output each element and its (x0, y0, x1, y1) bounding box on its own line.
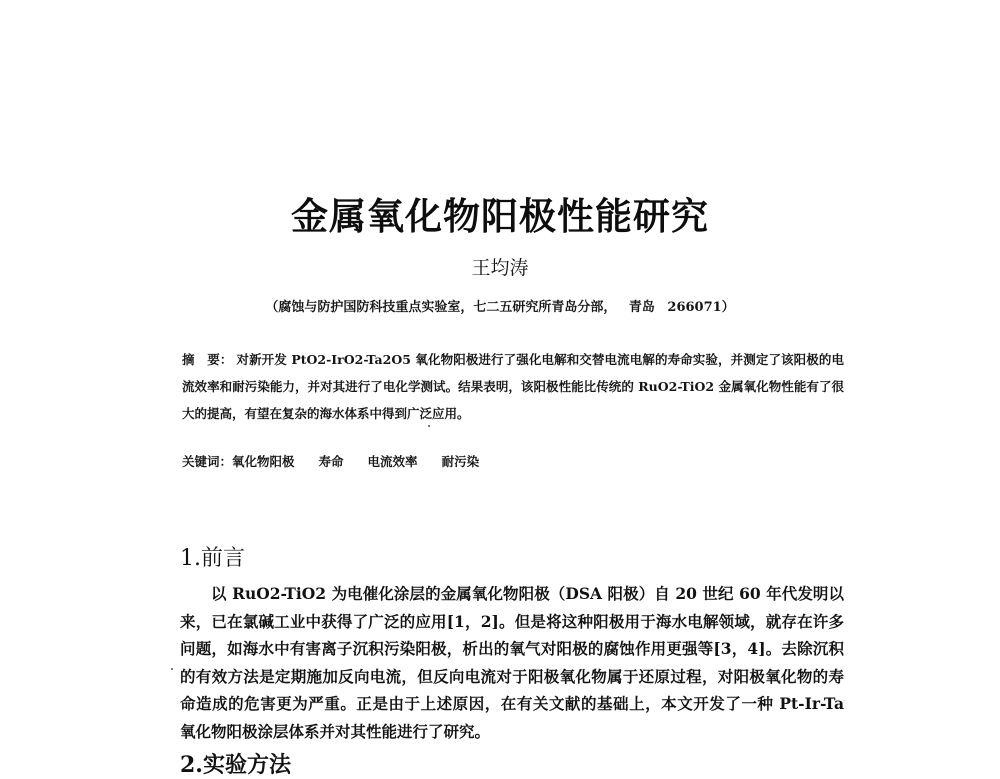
scan-speck (428, 425, 430, 427)
paper-author: 王均涛 (471, 257, 529, 279)
keyword-item: 氧化物阳极 (232, 454, 295, 469)
paper-title: 金属氧化物阳极性能研究 (291, 194, 709, 238)
paper-affiliation (0, 296, 1000, 315)
scan-speck (171, 668, 173, 670)
keywords-label: 关键词： (182, 454, 233, 469)
introduction-paragraph: 以 RuO2-TiO2 为电催化涂层的金属氧化物阳极（DSA 阳极）自 20 世纪 60 年代发明以来，已在氯碱工业中获得了广泛的应用[1，2]。但是将这种阳极用于海水电解领域，就存在许多问题，如海水中有害离子沉积污染阳极，析出的氧气对阳极的腐蚀作用更强等[3，4]。去除沉积的有效方法是定期施加反向电流，但反向电流对于阳极氧化物属于还原过程，对阳极氧化物的寿命造成的危害更为严重。正是由于上述原因，在有关文献的基础上，本文开发了一种 Pt-Ir-Ta 氧化物阳极涂层体系并对其性能进行了研究。 (180, 584, 844, 741)
keyword-item: 寿命 (318, 454, 344, 469)
keyword-item: 耐污染 (441, 454, 480, 469)
paper-abstract (182, 346, 844, 427)
affiliation-city: 青岛 (628, 300, 655, 315)
abstract-text: 对新开发 PtO2-IrO2-Ta2O5 氧化物阳极进行了强化电解和交替电流电解的寿命实验，并测定了该阳极的电流效率和耐污染能力，并对其进行了电化学测试。结果表明，该阳极性能比传统的 RuO2-TiO2 金属氧化物性能有了很大的提高，有望在复杂的海水体系中得到广泛应用。 (182, 352, 844, 421)
affiliation-postcode: 266071） (667, 300, 735, 315)
abstract-label: 摘 要： (182, 352, 233, 367)
section-heading-methods: 2.实验方法 (180, 752, 291, 778)
paper-keywords (182, 452, 503, 470)
keyword-item: 电流效率 (367, 454, 418, 469)
section-heading-introduction: 1.前言 (180, 546, 245, 571)
affiliation-institution: （腐蚀与防护国防科技重点实验室，七二五研究所青岛分部， (265, 300, 617, 315)
